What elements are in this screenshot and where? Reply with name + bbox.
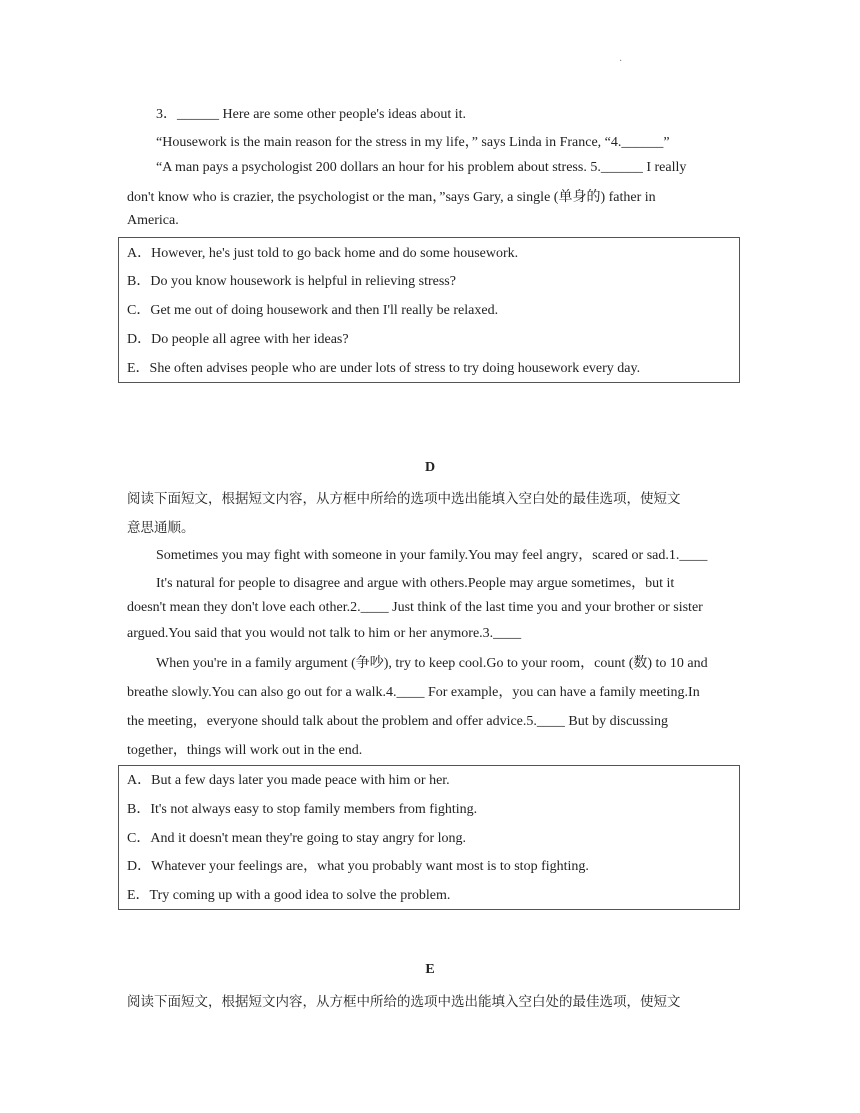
option-item: E．She often advises people who are under lots of stress to try doing housework every day. xyxy=(127,361,641,376)
instruction-line: 意思通顺。 xyxy=(127,520,195,536)
passage-line: It's natural for people to disagree and argue with others.People may argue sometimes，but it xyxy=(156,576,675,591)
passage-line: “Housework is the main reason for the stress in my life，” says Linda in France, “4.______” xyxy=(156,135,670,150)
options-box xyxy=(118,237,740,383)
passage-line: don't know who is crazier, the psychologist or the man，”says Gary, a single (单身的) father in xyxy=(127,190,656,205)
page-marker: · xyxy=(619,56,623,67)
option-item: D．Do people all agree with her ideas? xyxy=(127,332,349,347)
option-item: A．But a few days later you made peace with him or her. xyxy=(127,773,450,788)
passage-line: “A man pays a psychologist 200 dollars an hour for his problem about stress. 5.______ I really xyxy=(156,160,687,175)
passage-line: breathe slowly.You can also go out for a walk.4.____ For example，you can have a family meeting.In xyxy=(127,685,700,700)
option-item: A．However, he's just told to go back home and do some housework. xyxy=(127,246,519,261)
option-item: B．It's not always easy to stop family members from fighting. xyxy=(127,802,478,817)
passage-line: together，things will work out in the end. xyxy=(127,743,363,758)
passage-line: the meeting，everyone should talk about the problem and offer advice.5.____ But by discussing xyxy=(127,714,668,729)
options-box xyxy=(118,765,740,910)
passage-line: argued.You said that you would not talk to him or her anymore.3.____ xyxy=(127,626,522,641)
section-heading: E xyxy=(425,962,435,977)
passage-line: 3．______ Here are some other people's ideas about it. xyxy=(156,107,467,122)
instruction-line: 阅读下面短文，根据短文内容，从方框中所给的选项中选出能填入空白处的最佳选项，使短文 xyxy=(127,994,681,1010)
passage-line: Sometimes you may fight with someone in your family.You may feel angry，scared or sad.1.____ xyxy=(156,548,708,563)
passage-line: America. xyxy=(127,213,179,228)
option-item: E．Try coming up with a good idea to solve the problem. xyxy=(127,888,451,903)
option-item: D．Whatever your feelings are，what you probably want most is to stop fighting. xyxy=(127,859,589,874)
passage-line: doesn't mean they don't love each other.2.____ Just think of the last time you and your brother or sister xyxy=(127,600,703,615)
option-item: B．Do you know housework is helpful in relieving stress? xyxy=(127,274,456,289)
option-item: C．And it doesn't mean they're going to stay angry for long. xyxy=(127,831,467,846)
passage-line: When you're in a family argument (争吵), try to keep cool.Go to your room，count (数) to 10 and xyxy=(156,656,708,671)
section-heading: D xyxy=(424,460,436,475)
instruction-line: 阅读下面短文，根据短文内容，从方框中所给的选项中选出能填入空白处的最佳选项，使短文 xyxy=(127,491,681,507)
option-item: C．Get me out of doing housework and then I'll really be relaxed. xyxy=(127,303,499,318)
